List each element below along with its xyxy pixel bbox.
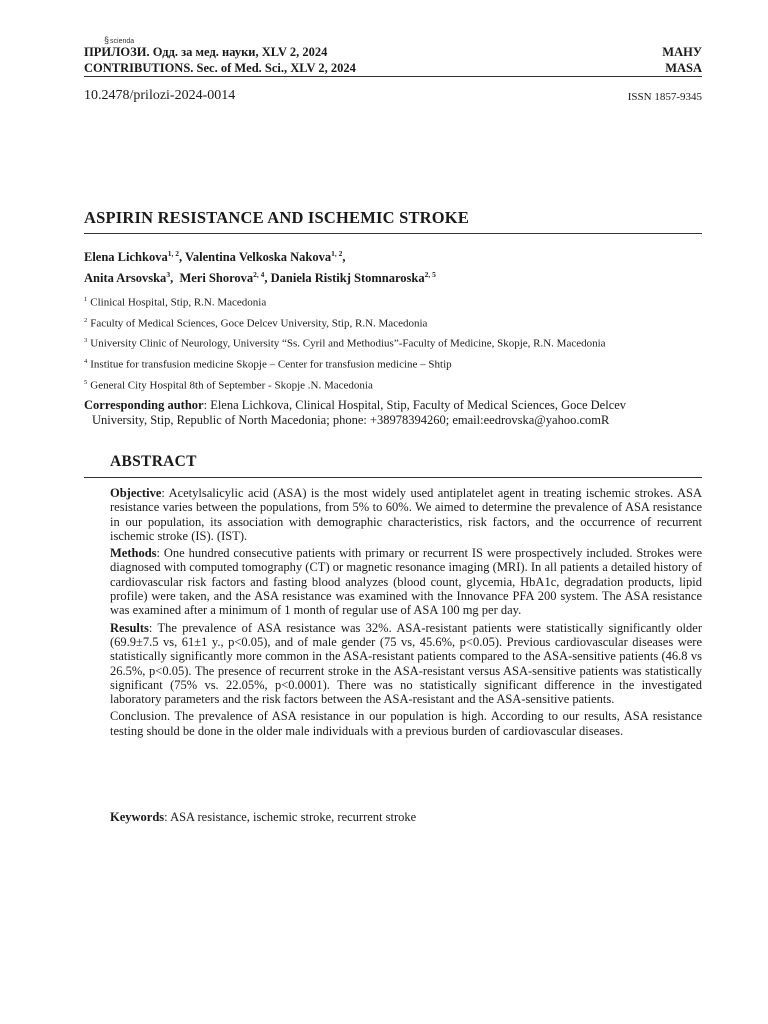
publisher-logo <box>104 35 134 45</box>
journal-header-row-2 <box>84 61 702 76</box>
header-divider <box>84 76 702 77</box>
affiliation-number: 5 <box>84 378 88 386</box>
corresponding-line-2: University, Stip, Republic of North Macedonia; phone: +38978394260; email:eedrovska@yahoo.comR <box>92 413 610 427</box>
abstract-objective <box>110 486 702 543</box>
journal-title-mk: ПРИЛОЗИ. Одд. за мед. науки, XLV 2, 2024 <box>84 45 328 59</box>
author-affil-ref: 3 <box>166 270 171 280</box>
title-divider <box>84 233 702 234</box>
author-name: Valentina Velkoska Nakova <box>184 250 332 265</box>
affiliation-text: General City Hospital 8th of September - Skopje .N. Macedonia <box>90 379 373 392</box>
keywords-label: Keywords <box>110 810 165 824</box>
objective-text: : Acetylsalicylic acid (ASA) is the most widely used antiplatelet agent in treating ischemic strokes. ASA resistance varies between the populations, from 5% to 60%. We aimed to determine the prevalence of ASA resistance in our population, its association with demographic characteristics, risk factors, and the occurrence of recurrent ischemic stroke (IS). (IST). <box>110 486 702 543</box>
affiliation-item <box>84 291 606 312</box>
author-separator: , <box>264 271 271 286</box>
objective-label: Objective <box>110 486 162 500</box>
author-name: Elena Lichkova <box>84 250 168 265</box>
affiliation-text: Faculty of Medical Sciences, Goce Delcev University, Stip, R.N. Macedonia <box>90 317 428 330</box>
academy-abbr-en: MASA <box>665 61 702 75</box>
affiliation-number: 1 <box>84 296 88 303</box>
affiliation-number: 3 <box>84 337 88 345</box>
author-name: Anita Arsovska <box>84 271 167 286</box>
affiliation-text: Institue for transfusion medicine Skopje – Center for transfusion medicine – Shtip <box>90 358 452 371</box>
affiliation-text: Clinical Hospital, Stip, R.N. Macedonia <box>90 296 267 309</box>
affiliation-text: University Clinic of Neurology, University “Ss. Cyril and Methodius”-Faculty of Medicine, Skopje, R.N. Macedonia <box>90 337 606 350</box>
corresponding-author <box>84 398 702 428</box>
publisher-logo-text: scienda <box>110 38 135 45</box>
publisher-logo-icon: § <box>104 35 110 45</box>
affiliation-item <box>84 332 606 353</box>
methods-text: : One hundred consecutive patients with primary or recurrent IS were prospectively included. Strokes were diagnosed with computed tomography (CT) or magnetic resonance imaging (MRI). In all patients a detailed history of cardiovascular risk factors and fasting blood analyzes (blood count, glycemia, HbA1c, degradation products, lipid profile) were taken, and the ASA resistance was examined with the Innovance PFA 200 system. The ASA resistance was examined after a minimum of 1 month of regular use of ASA 100 mg per day. <box>110 546 702 618</box>
affiliation-list <box>84 291 606 394</box>
affiliation-item <box>84 312 606 333</box>
issn: ISSN 1857-9345 <box>627 91 702 103</box>
author-affil-ref: 1, 2 <box>331 249 343 258</box>
author-separator: , <box>342 250 346 265</box>
corresponding-line-1 <box>84 398 702 413</box>
author-affil-ref: 2, 4 <box>253 270 265 280</box>
article-title: ASPIRIN RESISTANCE AND ISCHEMIC STROKE <box>84 208 470 227</box>
author-affil-ref: 2, 5 <box>424 270 436 280</box>
doi[interactable]: 10.2478/prilozi-2024-0014 <box>84 88 236 103</box>
journal-header-row-1 <box>84 45 702 60</box>
abstract-methods <box>110 546 702 617</box>
results-label: Results <box>110 620 149 635</box>
abstract-body <box>110 486 702 741</box>
abstract-results <box>110 621 702 707</box>
affiliation-number: 4 <box>84 357 88 365</box>
abstract-conclusion: Conclusion. The prevalence of ASA resistance in our population is high. According to our results, ASA resistance testing should be done in the older male individuals with a previous burden of cardiovascular diseases. <box>110 709 702 738</box>
corresponding-label: Corresponding author <box>84 398 204 412</box>
author-separator: , <box>170 271 180 286</box>
keywords-text: : ASA resistance, ischemic stroke, recurrent stroke <box>164 810 417 824</box>
author-separator: , <box>178 250 185 265</box>
results-text: : The prevalence of ASA resistance was 32%. ASA-resistant patients were statistically significantly older (69.9±7.5 vs, 61±1 y., p<0.05), and of male gender (75 vs, 45.6%, p<0.05). Previous cardiovascular diseases were statistically significantly more common in the ASA-resistant patients compared to the ASA-sensitive patients (46.8 vs 26.5%, p<0.05). The presence of recurrent stroke in the ASA-resistant versus ASA-sensitive patients was statistically significant (75% vs. 22.05%, p<0.0001). There was no statistically significant difference in the investigated laboratory parameters and the risk factors between the ASA-resistant and the ASA-sensitive patients. <box>110 620 702 707</box>
author-line-2 <box>84 266 436 287</box>
methods-label: Methods <box>110 546 157 561</box>
author-name: Meri Shorova <box>179 271 254 286</box>
affiliation-item <box>84 353 606 374</box>
author-affil-ref: 1, 2 <box>167 249 179 258</box>
journal-title-en: CONTRIBUTIONS. Sec. of Med. Sci., XLV 2, 2024 <box>84 61 356 75</box>
abstract-divider <box>84 477 702 478</box>
keywords <box>110 810 416 825</box>
affiliation-item <box>84 374 606 395</box>
author-name: Daniela Ristikj Stomnaroska <box>270 271 425 286</box>
academy-abbr-mk: МАНУ <box>662 45 702 59</box>
author-list <box>84 245 436 287</box>
corresponding-details: : Elena Lichkova, Clinical Hospital, Stip, Faculty of Medical Sciences, Goce Delcev <box>203 398 627 412</box>
abstract-heading: ABSTRACT <box>110 453 197 470</box>
affiliation-number: 2 <box>84 316 88 324</box>
author-line-1 <box>84 245 436 266</box>
